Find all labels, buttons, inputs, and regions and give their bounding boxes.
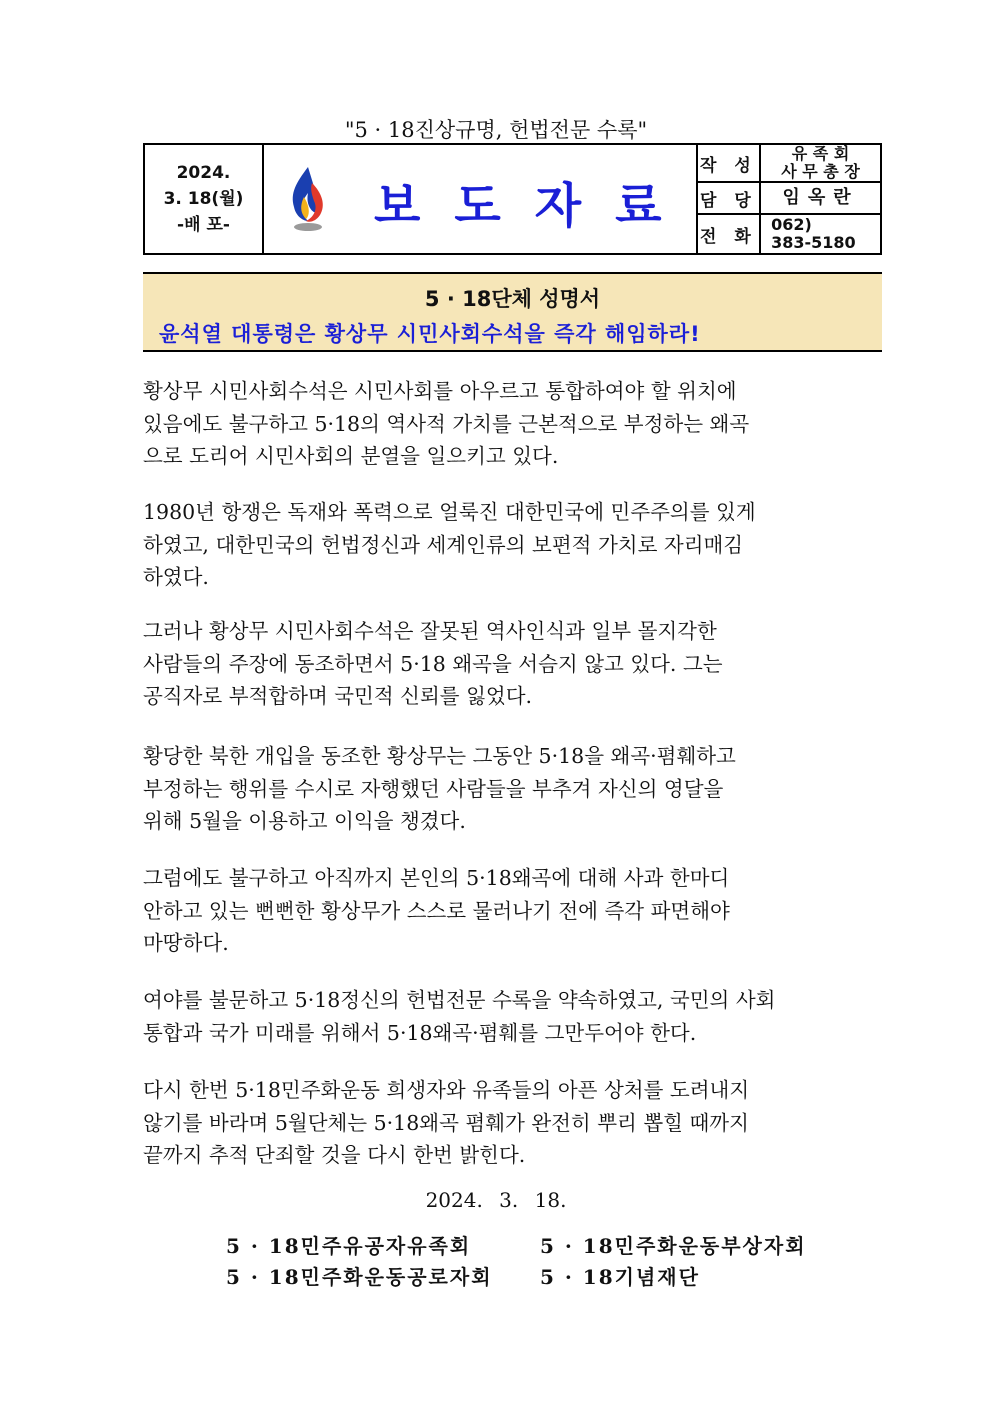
author-label: 작 성: [697, 144, 760, 182]
body-paragraph: 그러나 황상무 시민사회수석은 잘못된 역사인식과 일부 몰지각한 사람들의 주장에 동조하면서 5·18 왜곡을 서슴지 않고 있다. 그는 공직자로 부적합하며 국민적 신뢰를 잃었다.: [143, 619, 723, 708]
phone-number: 383-5180: [771, 233, 856, 252]
date-day: 3. 18(월): [163, 189, 244, 209]
author-value: [760, 144, 881, 182]
manager-name: 임옥란: [760, 182, 881, 214]
body-paragraph: 황상무 시민사회수석은 시민사회를 아우르고 통합하여야 할 위치에 있음에도 불구하고 5·18의 역사적 가치를 근본적으로 부정하는 왜곡 으로 도리어 시민사회의 분열을 일으키고 있다.: [143, 379, 750, 468]
motto-heading: "5 · 18진상규명, 헌법전문 수록": [344, 118, 648, 142]
body-paragraph: 그럼에도 불구하고 아직까지 본인의 5·18왜곡에 대해 사과 한마디 안하고 있는 뻔뻔한 황상무가 스스로 물러나기 전에 즉각 파면해야 마땅하다.: [143, 866, 730, 955]
body-paragraph: 다시 한번 5·18민주화운동 희생자와 유족들의 아픈 상처를 도려내지 않기를 바라며 5월단체는 5·18왜곡 폄훼가 완전히 뿌리 뽑힐 때까지 끝까지 추적 단죄할 것을 다시 한번 밝힌다.: [143, 1078, 750, 1167]
release-date-cell: [144, 144, 263, 254]
statement-headline: 윤석열 대통령은 황상무 시민사회수석을 즉각 해임하라!: [159, 322, 701, 346]
signature-date: 2024. 3. 18.: [425, 1188, 567, 1212]
title-cell: [263, 144, 697, 254]
signatory-org: 5 · 18민주화운동부상자회: [540, 1234, 807, 1258]
author-org: 유 족 회: [791, 144, 850, 163]
phone-label: 전 화: [697, 214, 760, 254]
signatory-org: 5 · 18기념재단: [540, 1265, 700, 1289]
body-paragraph: 여야를 불문하고 5·18정신의 헌법전문 수록을 약속하였고, 국민의 사회 통합과 국가 미래를 위해서 5·18왜곡·폄훼를 그만두어야 한다.: [143, 988, 776, 1045]
press-release-title: 보도자료: [373, 178, 696, 234]
body-paragraph: 황당한 북한 개입을 동조한 황상무는 그동안 5·18을 왜곡·폄훼하고 부정하는 행위를 수시로 자행했던 사람들을 부추겨 자신의 영달을 위해 5월을 이용하고 이익을 챙겼다.: [143, 744, 736, 833]
phone-value: [760, 214, 881, 254]
author-title: 사 무 총 장: [781, 162, 860, 181]
signatory-org: 5 · 18민주유공자유족회: [226, 1234, 472, 1258]
phone-area-code: 062): [771, 215, 812, 234]
signatory-org: 5 · 18민주화운동공로자회: [226, 1265, 493, 1289]
date-year: 2024.: [176, 163, 231, 183]
press-header-table: [143, 143, 882, 255]
distribution-label: -배 포-: [177, 215, 230, 235]
statement-title: 5 · 18단체 성명서: [424, 287, 601, 311]
torch-flame-logo-icon: [286, 163, 330, 235]
statement-banner: [143, 272, 882, 352]
manager-label: 담 당: [697, 182, 760, 214]
body-paragraph: 1980년 항쟁은 독재와 폭력으로 얼룩진 대한민국에 민주주의를 있게 하였고, 대한민국의 헌법정신과 세계인류의 보편적 가치로 자리매김 하였다.: [143, 500, 756, 589]
